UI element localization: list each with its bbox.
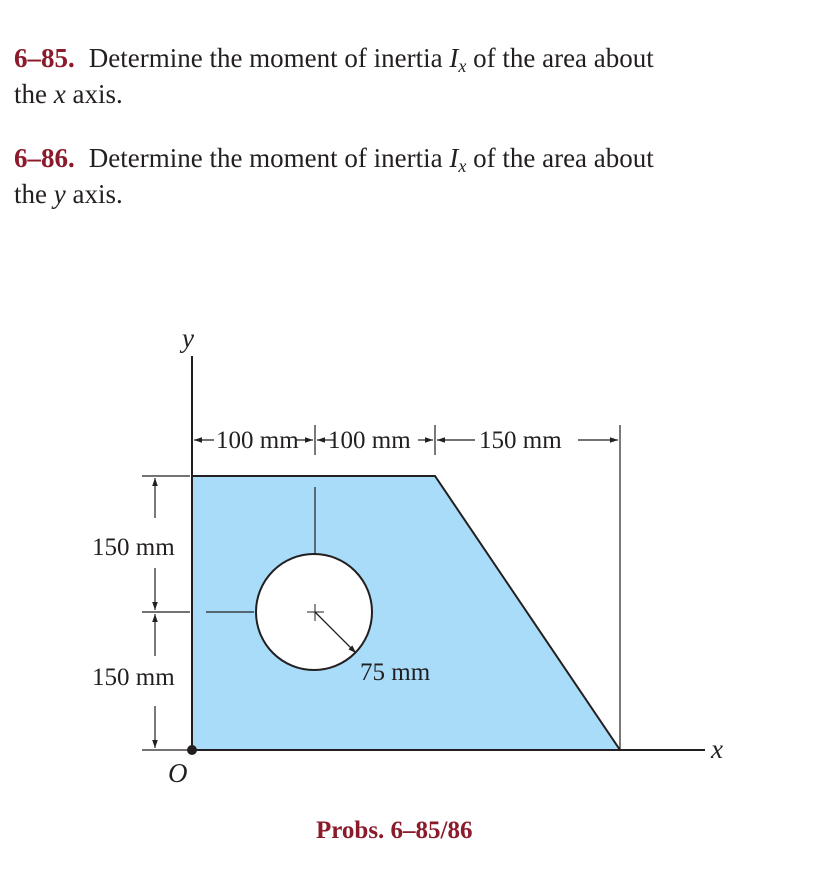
dim-top-1: 100 mm [216,427,299,454]
dim-left-lower: 150 mm [92,664,175,691]
y-axis-label: y [182,323,194,353]
problem-text-line2: the [14,179,47,209]
problem-text-end: axis. [72,179,123,209]
axis-name: x [53,79,66,109]
hole-radius-label: 75 mm [360,659,431,686]
x-axis-label: x [711,734,723,764]
problem-number: 6–86. [14,143,75,173]
figure-caption: Probs. 6–85/86 [316,817,473,844]
inertia-symbol: $I_x$ [449,43,467,76]
problem-text-line2: the [14,79,47,109]
problem-text-cont: of the area about [473,43,654,73]
inertia-symbol: $I_x$ [449,143,467,176]
dim-top-2: 100 mm [328,427,411,454]
trapezoid-area [192,476,620,750]
dim-top-3: 150 mm [479,427,562,454]
origin-label: O [168,758,188,788]
dim-left-upper: 150 mm [92,534,175,561]
problem-text-cont: of the area about [473,143,654,173]
problem-text: Determine the moment of inertia [88,143,443,173]
problem-number: 6–85. [14,43,75,73]
problem-text-end: axis. [72,79,123,109]
axis-name: y [53,179,66,209]
radius-arrow [315,612,356,653]
problem-text: Determine the moment of inertia [88,43,443,73]
